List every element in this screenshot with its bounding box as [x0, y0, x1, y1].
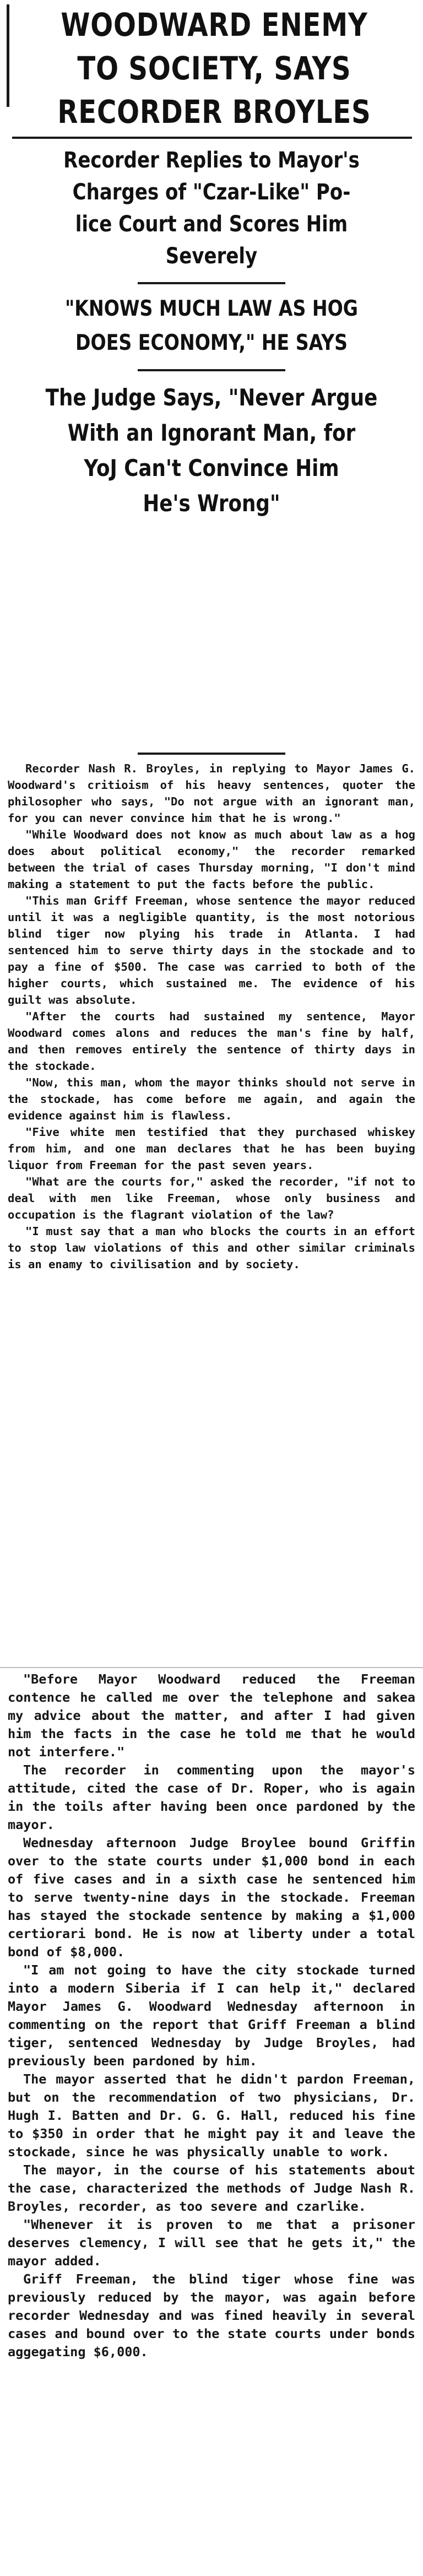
- article-paragraph: The recorder in commenting upon the mayor's attitude, cited the case of Dr. Roper, who is again in the toils after having been once pardoned by the mayor.: [8, 1762, 415, 1832]
- headline-vertical-rule: [7, 4, 9, 107]
- article-paragraph: "What are the courts for," asked the recorder, "if not to deal with men like Freeman, whose only business and occupation is the flagrant violation of the law?: [8, 1175, 415, 1221]
- article-paragraph: The mayor asserted that he didn't pardon Freeman, but on the recommendation of two physicians, Dr. Hugh I. Batten and Dr. G. G. Hall, reduced his fine to $350 in order that he might pay it and leave the stockade, since he was physically unable to work.: [8, 2071, 415, 2160]
- headline-line-3: RECORDER BROYLES: [57, 93, 371, 131]
- article-paragraph: "Five white men testified that they purchased whiskey from him, and one man declares that he has been buying liquor from Freeman for the past seven years.: [8, 1125, 415, 1172]
- article-paragraph: "Now, this man, whom the mayor thinks should not serve in the stockade, has come before me again, and again the evidence against him is flawless.: [8, 1076, 415, 1122]
- deck-1-line-1: Recorder Replies to Mayor's: [63, 148, 360, 173]
- article-column-1: [8, 760, 415, 1273]
- deck-1-line-2: Charges of "Czar-Like" Po-: [72, 180, 351, 205]
- deck-3-line-2: With an Ignorant Man, for: [67, 419, 356, 446]
- article-paragraph: "Before Mayor Woodward reduced the Freeman contence he called me over the telephone and sakea my advice about the matter, and after I had given him the facts in the case he told me that he would not interfere.": [8, 1671, 415, 1760]
- deck-2-line-1: "KNOWS MUCH LAW AS HOG: [65, 296, 358, 321]
- subhead-deck-2: [8, 292, 415, 360]
- article-paragraph: "After the courts had sustained my sentence, Mayor Woodward comes alons and reduces the man's fine by half, and then removes entirely the sentence of thirty days in the stockade.: [8, 1010, 415, 1073]
- deck-3-line-3: YoJ Can't Convince Him: [84, 454, 339, 481]
- article-paragraph: "This man Griff Freeman, whose sentence the mayor reduced until it was a negligible quantity, is the most notorious blind tiger now plying his trade in Atlanta. I had sentenced him to serve thirty days in the stockade and to pay a fine of $500. The case was carried to both of the higher courts, which sustained me. The evidence of his guilt was absolute.: [8, 894, 415, 1006]
- article-paragraph: "I am not going to have the city stockade turned into a modern Siberia if I can help it," declared Mayor James G. Woodward Wednesday afternoon in commenting on the report that Griff Freeman a blind tiger, sentenced Wednesday by Judge Broyles, had previously been pardoned by him.: [8, 1962, 415, 2069]
- divider-rule-2: [138, 282, 285, 284]
- article-paragraph: Recorder Nash R. Broyles, in replying to Mayor James G. Woodward's critioism of his heavy sentences, quoter the philosopher who says, "Do not argue with an ignorant man, for you can never convince him that he is wrong.": [8, 762, 415, 825]
- deck-2-line-2: DOES ECONOMY," HE SAYS: [75, 331, 348, 355]
- article-column-2: [8, 1670, 415, 2361]
- deck-1-line-4: Severely: [165, 243, 258, 269]
- divider-rule-4: [138, 753, 285, 755]
- deck-1-line-3: lice Court and Scores Him: [75, 212, 348, 237]
- divider-rule-3: [138, 369, 285, 371]
- deck-3-line-1: The Judge Says, "Never Argue: [45, 384, 378, 411]
- subhead-deck-3: [8, 380, 415, 521]
- article-paragraph: Wednesday afternoon Judge Broylee bound Griffin over to the state courts under $1,000 bond in each of five cases and in a sixth case he sentenced him to serve twenty-nine days in the stockade. Freeman has stayed the stockade sentence by making a $1,000 certiorari bond. He is now at liberty under a total bond of $8,000.: [8, 1835, 415, 1960]
- divider-rule-1: [12, 137, 412, 139]
- article-paragraph: "I must say that a man who blocks the courts in an effort to stop law violations of this and other similar criminals is an enamy to civilisation and by society.: [8, 1225, 415, 1271]
- subhead-deck-1: [8, 144, 415, 272]
- headline: [13, 3, 415, 134]
- deck-3-line-4: He's Wrong": [143, 490, 280, 517]
- article-paragraph: "While Woodward does not know as much about law as a hog does about political economy," the recorder remarked between the trial of cases Thursday morning, "I don't mind making a statement to put the facts before the public.: [8, 828, 415, 891]
- article-paragraph: "Whenever it is proven to me that a prisoner deserves clemency, I will see that he gets it," the mayor added.: [8, 2217, 415, 2269]
- headline-line-2: TO SOCIETY, SAYS: [77, 50, 351, 87]
- article-paragraph: The mayor, in the course of his statements about the case, characterized the methods of Judge Nash R. Broyles, recorder, as too severe and czarlike.: [8, 2162, 415, 2214]
- clipping-seam: [0, 1667, 423, 1668]
- article-paragraph: Griff Freeman, the blind tiger whose fine was previously reduced by the mayor, was again before recorder Wednesday and was fined heavily in several cases and bound over to the state courts under bonds aggegating $6,000.: [8, 2271, 415, 2359]
- headline-line-1: WOODWARD ENEMY: [61, 6, 368, 44]
